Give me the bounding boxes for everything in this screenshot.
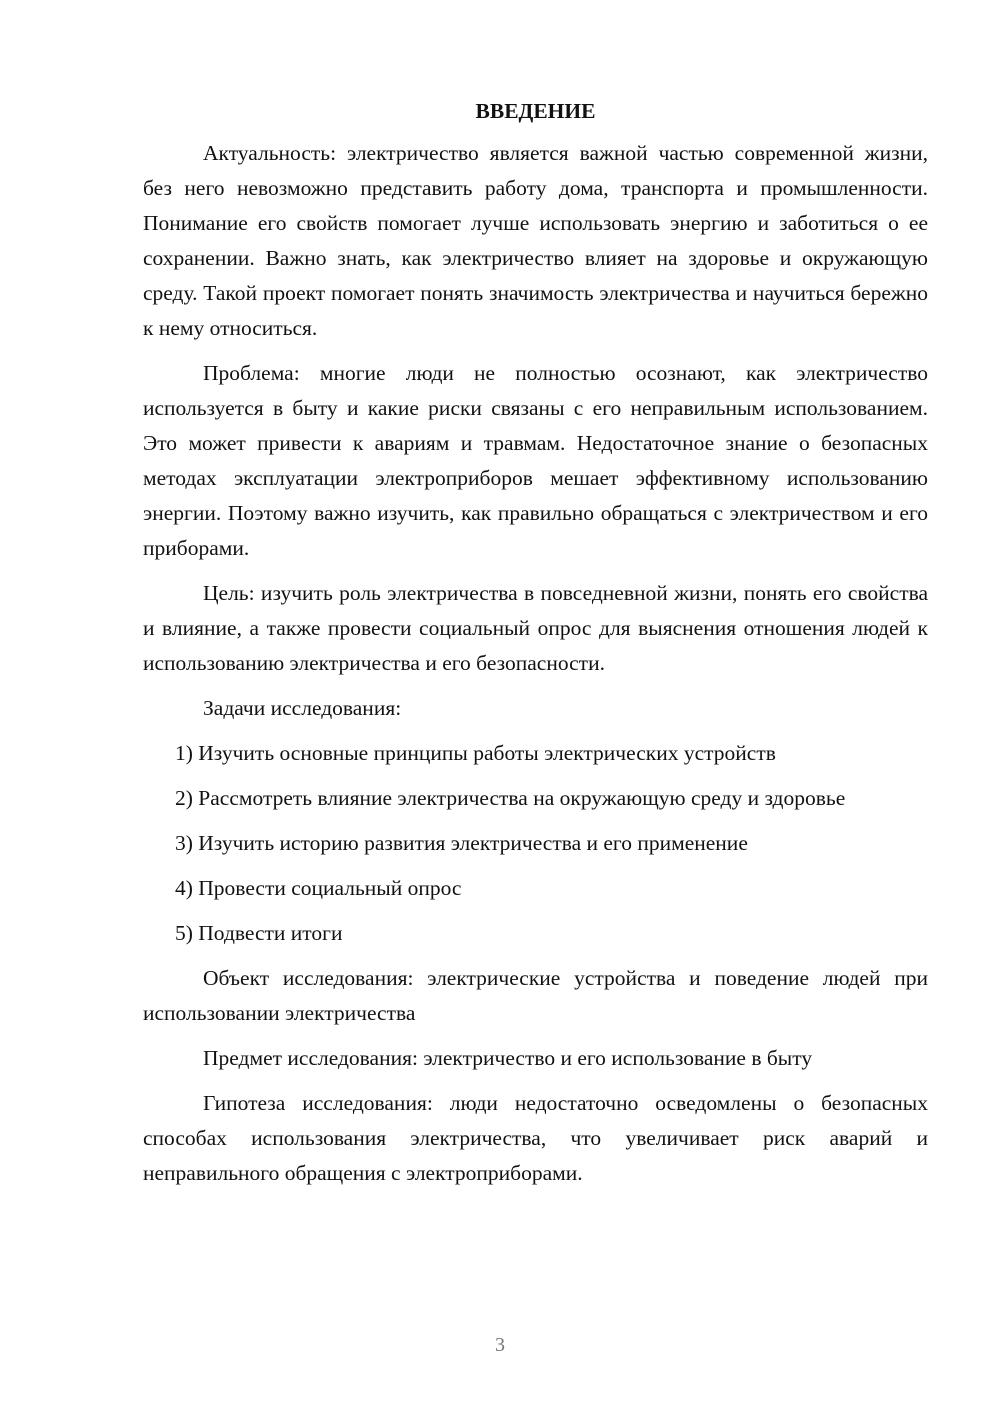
- task-item-5: 5) Подвести итоги: [175, 921, 343, 945]
- document-body: [143, 96, 928, 1191]
- task-item-1: 1) Изучить основные принципы работы электрических устройств: [175, 741, 776, 765]
- paragraph-relevance: Актуальность: электричество является важной частью современной жизни, без него невозможно представить работу дома, транспорта и промышленности. Понимание его свойств помогает лучше использовать энергию и заботиться о ее сохранении. Важно знать, как электричество влияет на здоровье и окружающую среду. Такой проект помогает понять значимость электричества и научиться бережно к нему относиться.: [143, 141, 928, 340]
- paragraph-hypothesis: Гипотеза исследования: люди недостаточно осведомлены о безопасных способах использования электричества, что увеличивает риск аварий и неправильного обращения с электроприборами.: [143, 1091, 928, 1185]
- paragraph-goal: Цель: изучить роль электричества в повседневной жизни, понять его свойства и влияние, а также провести социальный опрос для выяснения отношения людей к использованию электричества и его безопасности.: [143, 581, 928, 675]
- paragraph-subject: Предмет исследования: электричество и его использование в быту: [203, 1046, 813, 1070]
- page-title: ВВЕДЕНИЕ: [475, 99, 596, 123]
- task-item-4: 4) Провести социальный опрос: [175, 876, 462, 900]
- tasks-heading: Задачи исследования:: [203, 696, 402, 720]
- page-number: 3: [495, 1334, 505, 1356]
- paragraph-object: Объект исследования: электрические устройства и поведение людей при использовании электричества: [143, 966, 928, 1025]
- task-item-3: 3) Изучить историю развития электричества и его применение: [175, 831, 748, 855]
- task-item-2: 2) Рассмотреть влияние электричества на окружающую среду и здоровье: [175, 786, 846, 810]
- paragraph-problem: Проблема: многие люди не полностью осознают, как электричество используется в быту и какие риски связаны с его неправильным использованием. Это может привести к авариям и травмам. Недостаточное знание о безопасных методах эксплуатации электроприборов мешает эффективному использованию энергии. Поэтому важно изучить, как правильно обращаться с электричеством и его приборами.: [143, 361, 928, 560]
